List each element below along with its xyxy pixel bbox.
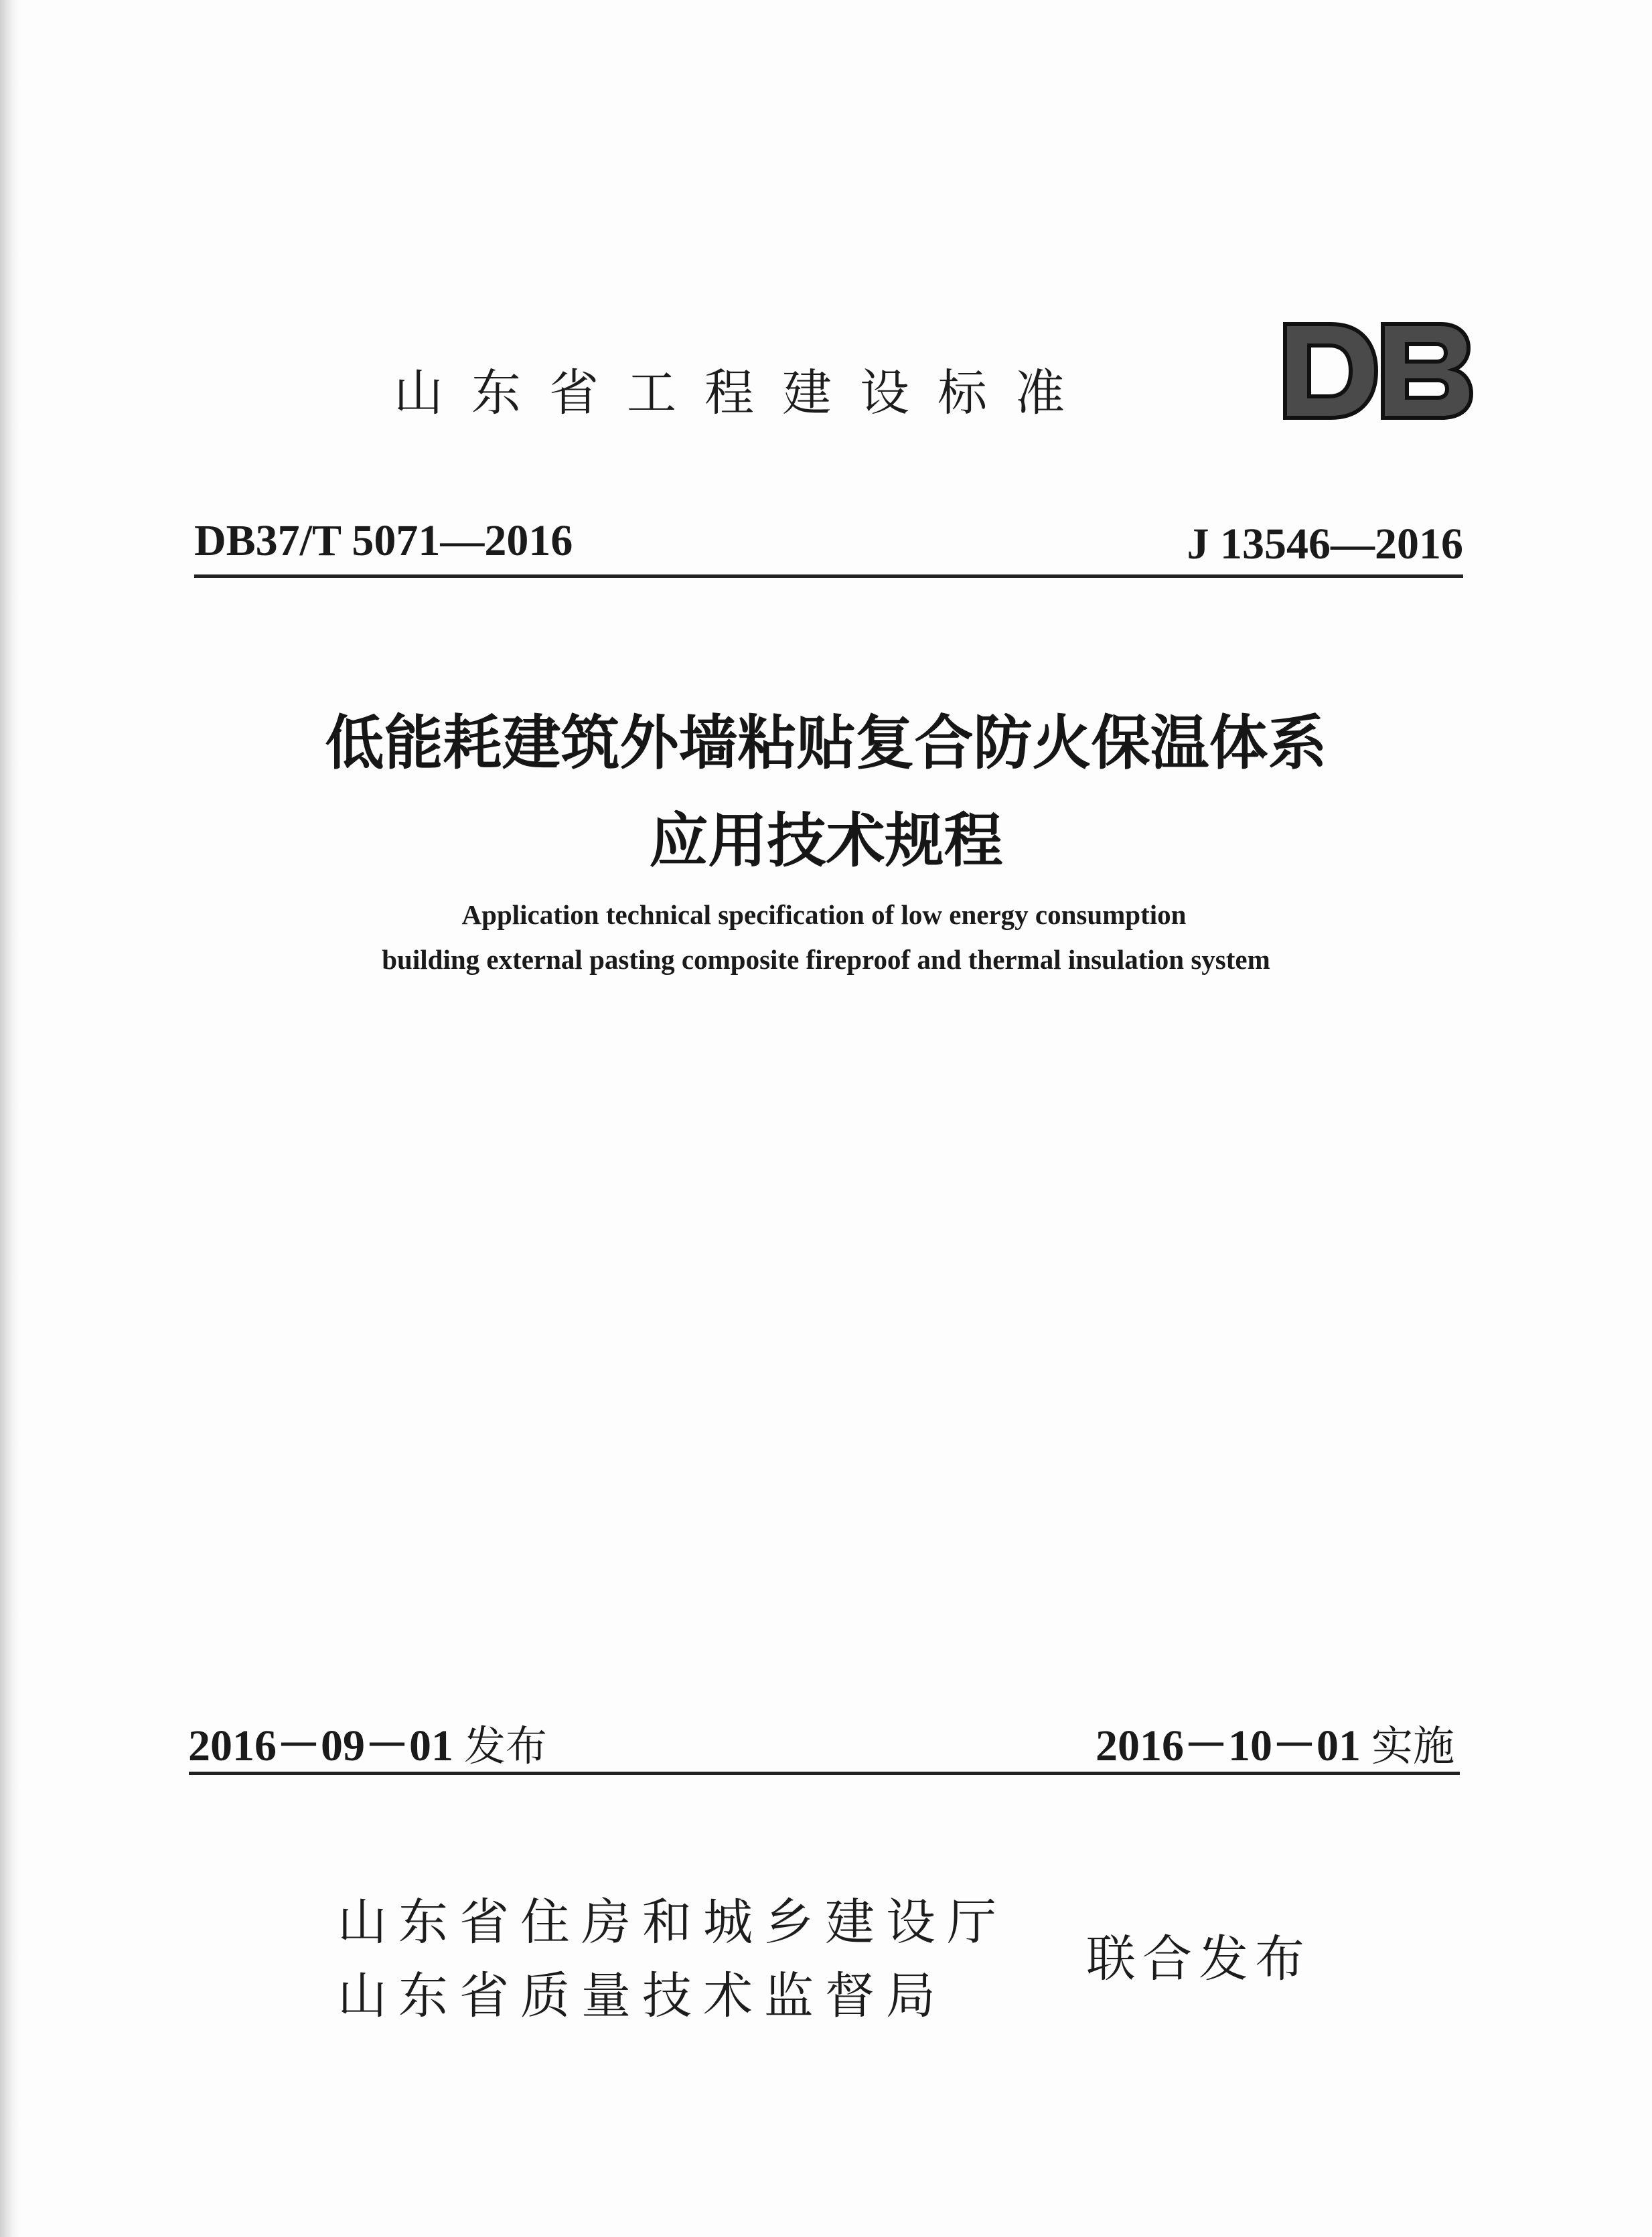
db-logo-letter-d <box>1285 324 1376 418</box>
joint-publication-label: 联合发布 <box>1086 1930 1311 1988</box>
db-logo <box>1282 320 1473 422</box>
title-chinese-line2: 应用技术规程 <box>649 805 1003 875</box>
date-divider <box>189 1772 1460 1775</box>
header-divider <box>194 574 1463 578</box>
page-edge-shadow <box>0 0 20 2237</box>
title-english-line2: building external pasting composite fireproof and thermal insulation system <box>382 944 1270 975</box>
standard-number: DB37/T 5071—2016 <box>194 516 573 565</box>
publisher-quality-bureau: 山东省质量技术监督局 <box>337 1967 947 2025</box>
issue-label: 发布 <box>464 1721 548 1770</box>
record-number: J 13546—2016 <box>1187 520 1463 568</box>
standard-category: 山东省工程建设标准 <box>394 364 1093 422</box>
effective-date: 2016－10－01 <box>1095 1721 1361 1770</box>
effective-label: 实施 <box>1371 1721 1454 1770</box>
issue-date-block <box>188 1709 547 1773</box>
effective-date-block <box>1096 1709 1454 1773</box>
title-english-line1: Application technical specification of low energy consumption <box>461 899 1187 930</box>
db-logo-letter-b <box>1383 324 1471 418</box>
issue-date: 2016－09－01 <box>188 1721 453 1770</box>
title-chinese-line1: 低能耗建筑外墙粘贴复合防火保温体系 <box>325 708 1327 777</box>
publisher-housing-dept: 山东省住房和城乡建设厅 <box>337 1894 1008 1951</box>
